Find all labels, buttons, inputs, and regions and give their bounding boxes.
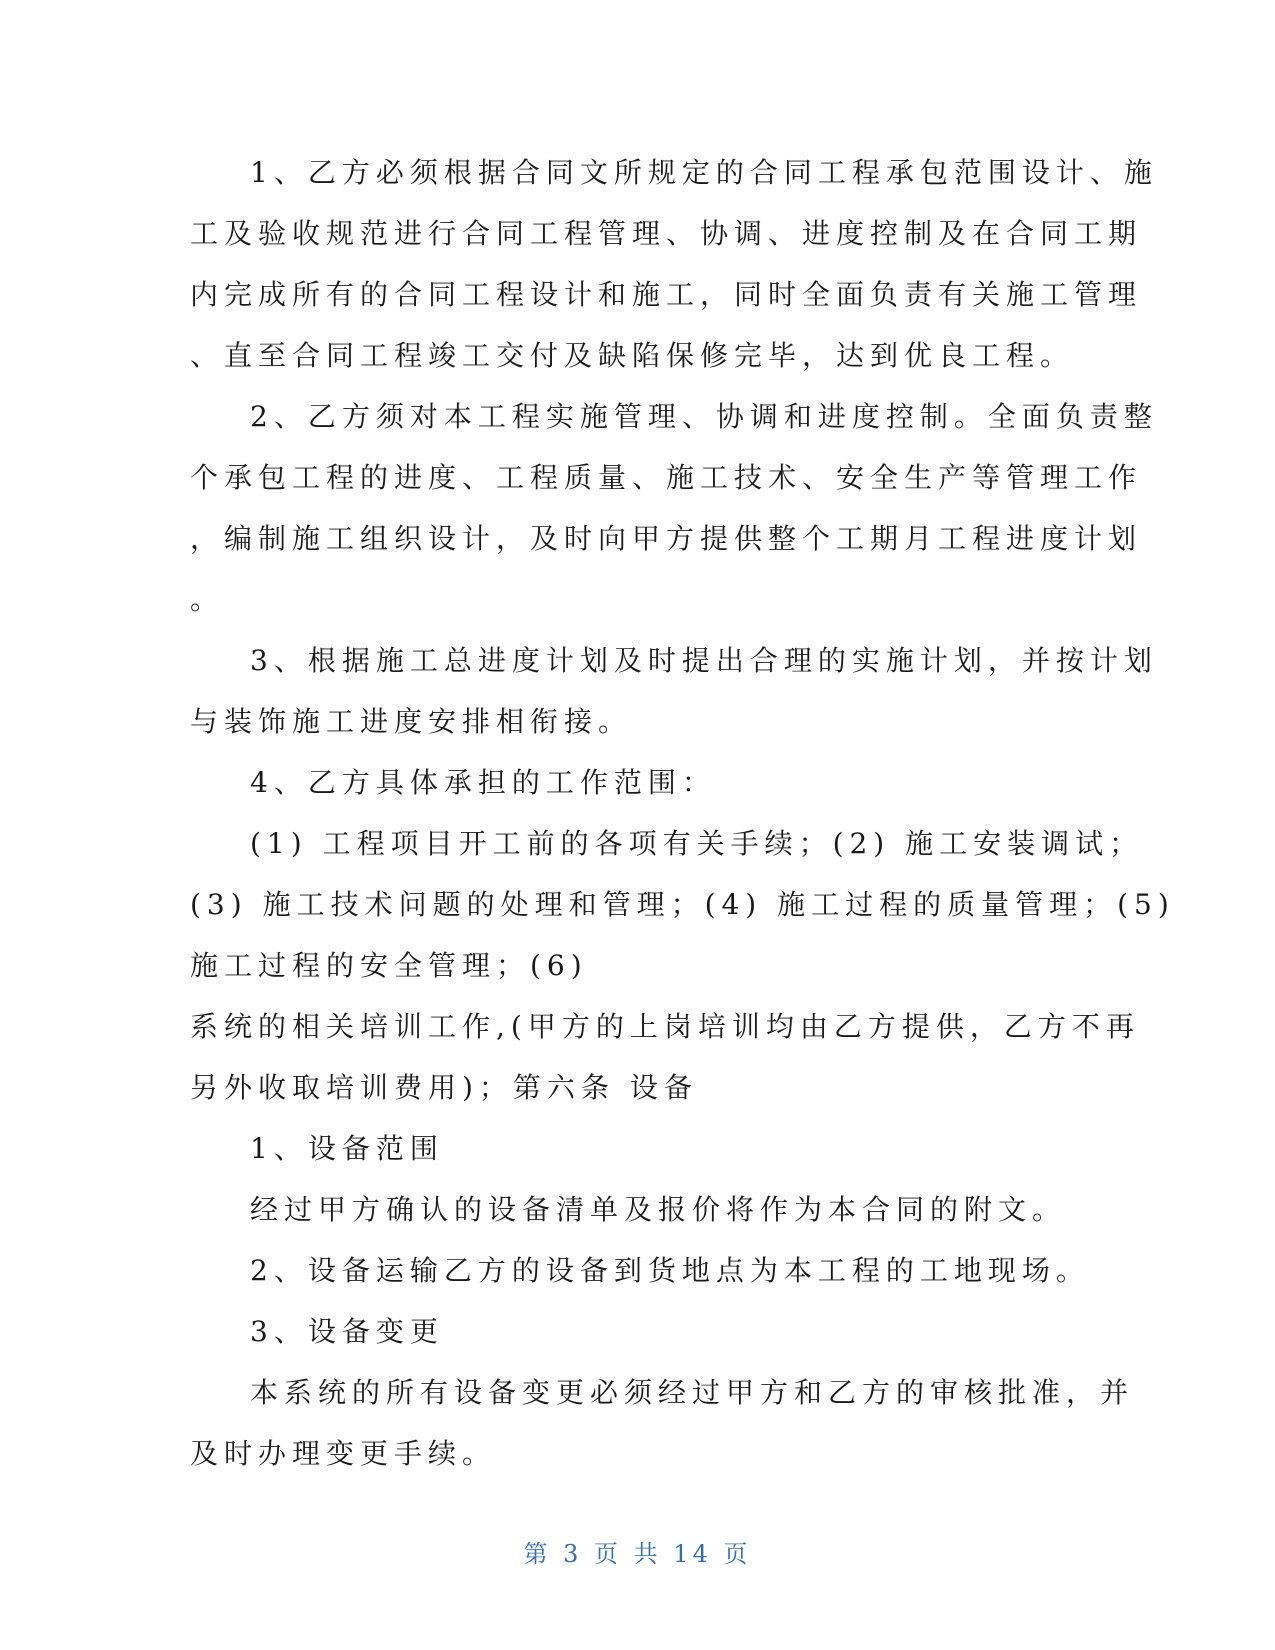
text-line: ，编制施工组织设计，及时向甲方提供整个工期月工程进度计划 [190,522,1143,555]
text-line: 3、设备变更 [250,1315,444,1348]
page-number-footer: 第 3 页 共 14 页 [523,1540,752,1568]
text-line: 与装饰施工进度安排相衔接。 [190,705,633,738]
text-line: 施工过程的安全管理；(6) [190,949,588,982]
text-line: (3) 施工技术问题的处理和管理；(4) 施工过程的质量管理；(5) [190,888,1175,921]
text-line: 、直至合同工程竣工交付及缺陷保修完毕，达到优良工程。 [190,339,1075,372]
text-line: 3、根据施工总进度计划及时提出合理的实施计划，并按计划 [250,644,1158,677]
text-line: 1、设备范围 [250,1132,444,1165]
text-line: 及时办理变更手续。 [190,1437,497,1470]
text-line: 2、设备运输乙方的设备到货地点为本工程的工地现场。 [250,1254,1090,1287]
text-line: (1) 工程项目开工前的各项有关手续；(2) 施工安装调试； [250,827,1144,860]
text-line: 系统的相关培训工作,(甲方的上岗培训均由乙方提供，乙方不再 [190,1010,1140,1043]
text-line: 1、乙方必须根据合同文所规定的合同工程承包范围设计、施 [250,156,1158,189]
text-line: 2、乙方须对本工程实施管理、协调和进度控制。全面负责整 [250,400,1158,433]
text-line: 本系统的所有设备变更必须经过甲方和乙方的审核批准，并 [250,1376,1135,1409]
text-line: 经过甲方确认的设备清单及报价将作为本合同的附文。 [250,1193,1067,1226]
text-line: 个承包工程的进度、工程质量、施工技术、安全生产等管理工作 [190,461,1143,494]
document-body [190,142,1175,1484]
text-line: 。 [190,583,225,616]
text-line: 4、乙方具体承担的工作范围： [250,766,716,799]
text-line: 内完成所有的合同工程设计和施工，同时全面负责有关施工管理 [190,278,1143,311]
text-line: 工及验收规范进行合同工程管理、协调、进度控制及在合同工期 [190,217,1143,250]
text-line: 另外收取培训费用)；第六条 设备 [190,1071,698,1104]
